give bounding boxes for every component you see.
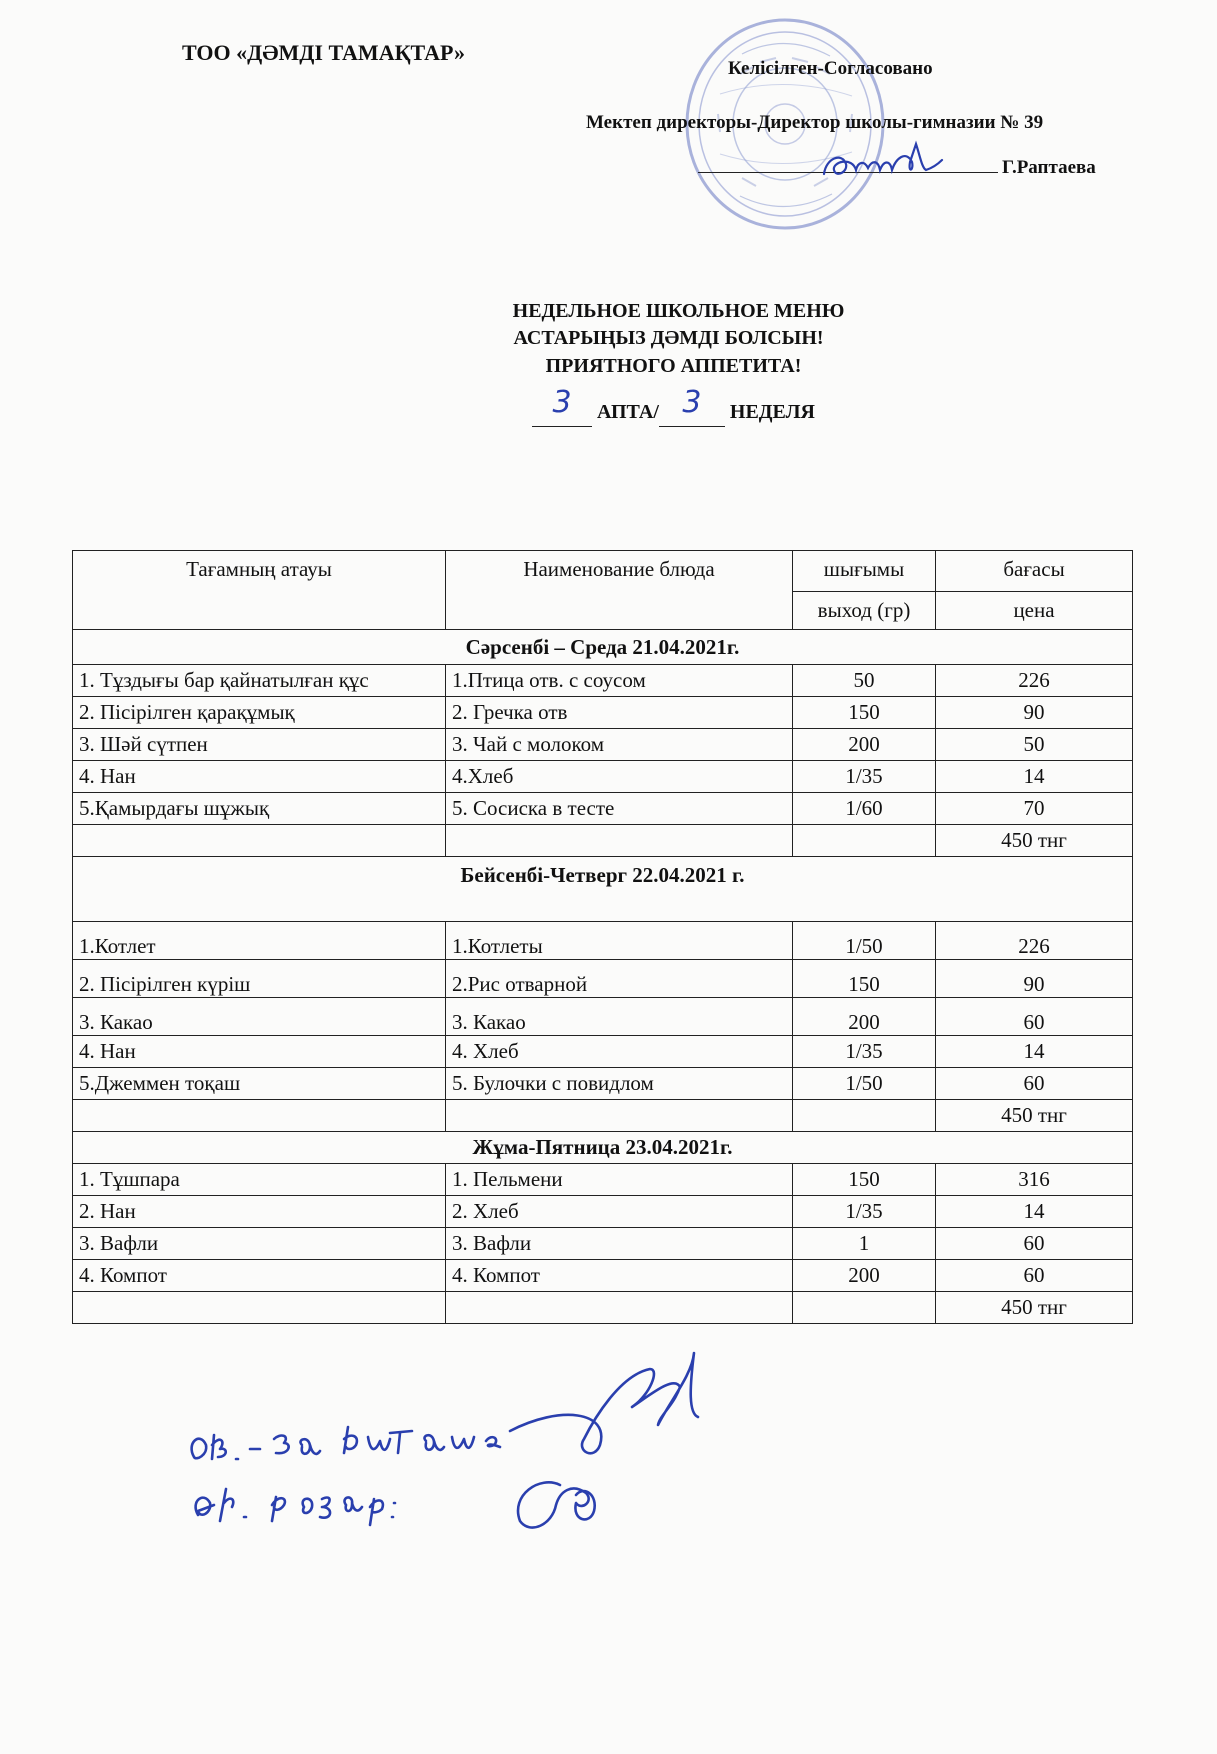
day-label: Жұма-Пятница 23.04.2021г.	[73, 1132, 1133, 1164]
dish-ru: 2. Гречка отв	[446, 697, 793, 729]
table-header-row	[73, 551, 1133, 592]
dish-output: 1/35	[793, 761, 936, 793]
dish-output: 150	[793, 697, 936, 729]
dish-price: 50	[936, 729, 1133, 761]
dish-ru: 2.Рис отварной	[446, 960, 793, 998]
header-price-ru: цена	[936, 592, 1133, 630]
table-row	[73, 922, 1133, 960]
day-row	[73, 857, 1133, 922]
day-row	[73, 1132, 1133, 1164]
dish-kz: 3. Вафли	[73, 1228, 446, 1260]
dish-price: 316	[936, 1164, 1133, 1196]
dish-price: 60	[936, 1228, 1133, 1260]
dish-output: 1/35	[793, 1196, 936, 1228]
table-row	[73, 1260, 1133, 1292]
total-row	[73, 825, 1133, 857]
greeting-kz: АСТАРЫҢЫЗ ДƏМДІ БОЛСЫН!	[513, 327, 824, 349]
dish-output: 1	[793, 1228, 936, 1260]
table-row	[73, 793, 1133, 825]
dish-ru: 4. Хлеб	[446, 1036, 793, 1068]
dish-output: 200	[793, 998, 936, 1036]
dish-output: 1/60	[793, 793, 936, 825]
dish-output: 200	[793, 729, 936, 761]
dish-price: 90	[936, 960, 1133, 998]
director-signature-icon	[816, 140, 946, 185]
table-row	[73, 665, 1133, 697]
day-label: Сəрсенбі – Среда 21.04.2021г.	[73, 630, 1133, 665]
table-row	[73, 1196, 1133, 1228]
dish-price: 14	[936, 1036, 1133, 1068]
dish-output: 1/50	[793, 922, 936, 960]
week-label-ru: НЕДЕЛЯ	[729, 401, 815, 423]
table-row	[73, 1228, 1133, 1260]
table-row	[73, 1164, 1133, 1196]
dish-output: 200	[793, 1260, 936, 1292]
table-row	[73, 960, 1133, 998]
total-row	[73, 1100, 1133, 1132]
dish-output: 150	[793, 1164, 936, 1196]
dish-price: 226	[936, 922, 1133, 960]
handwritten-note-icon	[180, 1335, 760, 1535]
dish-kz: 1. Тұздығы бар қайнатылған құс	[73, 665, 446, 697]
dish-price: 70	[936, 793, 1133, 825]
day-row	[73, 630, 1133, 665]
dish-price: 14	[936, 761, 1133, 793]
dish-price: 14	[936, 1196, 1133, 1228]
table-row	[73, 697, 1133, 729]
dish-ru: 3. Чай с молоком	[446, 729, 793, 761]
table-row	[73, 1036, 1133, 1068]
dish-ru: 3. Какао	[446, 998, 793, 1036]
dish-output: 1/50	[793, 1068, 936, 1100]
dish-kz: 4. Нан	[73, 1036, 446, 1068]
dish-ru: 5. Сосиска в тесте	[446, 793, 793, 825]
company-name: ТОО «ДƏМДІ ТАМАҚТАР»	[182, 40, 465, 65]
day-total: 450 тнг	[936, 1292, 1133, 1324]
dish-ru: 2. Хлеб	[446, 1196, 793, 1228]
greeting-ru: ПРИЯТНОГО АППЕТИТА!	[545, 355, 802, 377]
dish-price: 226	[936, 665, 1133, 697]
dish-kz: 4. Нан	[73, 761, 446, 793]
dish-output: 50	[793, 665, 936, 697]
director-name: Г.Раптаева	[1002, 157, 1096, 178]
header-name-ru: Наименование блюда	[446, 551, 793, 630]
week-number-ru-field	[659, 385, 725, 427]
header-output-kz: шығымы	[793, 551, 936, 592]
dish-kz: 4. Компот	[73, 1260, 446, 1292]
header-price-kz: бағасы	[936, 551, 1133, 592]
dish-kz: 1. Тұшпара	[73, 1164, 446, 1196]
dish-kz: 5.Қамырдағы шұжық	[73, 793, 446, 825]
dish-kz: 5.Джеммен тоқаш	[73, 1068, 446, 1100]
day-total: 450 тнг	[936, 825, 1133, 857]
day-label: Бейсенбі-Четверг 22.04.2021 г.	[73, 857, 1133, 922]
dish-kz: 3. Шəй сүтпен	[73, 729, 446, 761]
menu-title: НЕДЕЛЬНОЕ ШКОЛЬНОЕ МЕНЮ	[512, 300, 845, 322]
dish-ru: 3. Вафли	[446, 1228, 793, 1260]
total-row	[73, 1292, 1133, 1324]
table-row	[73, 1068, 1133, 1100]
week-number-kz: 3	[552, 385, 572, 420]
week-number-kz-field	[532, 385, 592, 427]
day-total: 450 тнг	[936, 1100, 1133, 1132]
dish-kz: 1.Котлет	[73, 922, 446, 960]
approval-label: Келісілген-Согласовано	[728, 58, 933, 79]
table-row	[73, 761, 1133, 793]
director-title: Мектеп директоры-Директор школы-гимназии № 39	[586, 112, 1044, 133]
dish-kz: 2. Пісірілген күріш	[73, 960, 446, 998]
week-number-ru: 3	[682, 385, 702, 420]
dish-ru: 1. Пельмени	[446, 1164, 793, 1196]
dish-output: 1/35	[793, 1036, 936, 1068]
menu-table	[72, 550, 1133, 1324]
header-name-kz: Тағамның атауы	[73, 551, 446, 630]
dish-ru: 5. Булочки с повидлом	[446, 1068, 793, 1100]
dish-kz: 3. Какао	[73, 998, 446, 1036]
dish-price: 60	[936, 1068, 1133, 1100]
header-output-ru: выход (гр)	[793, 592, 936, 630]
week-label-kz: АПТА/	[597, 401, 659, 423]
dish-ru: 1.Котлеты	[446, 922, 793, 960]
table-row	[73, 998, 1133, 1036]
table-row	[73, 729, 1133, 761]
dish-ru: 4.Хлеб	[446, 761, 793, 793]
dish-ru: 1.Птица отв. с соусом	[446, 665, 793, 697]
dish-ru: 4. Компот	[446, 1260, 793, 1292]
dish-kz: 2. Нан	[73, 1196, 446, 1228]
dish-output: 150	[793, 960, 936, 998]
dish-price: 60	[936, 1260, 1133, 1292]
dish-kz: 2. Пісірілген қарақұмық	[73, 697, 446, 729]
week-line	[65, 385, 1217, 427]
dish-price: 60	[936, 998, 1133, 1036]
dish-price: 90	[936, 697, 1133, 729]
